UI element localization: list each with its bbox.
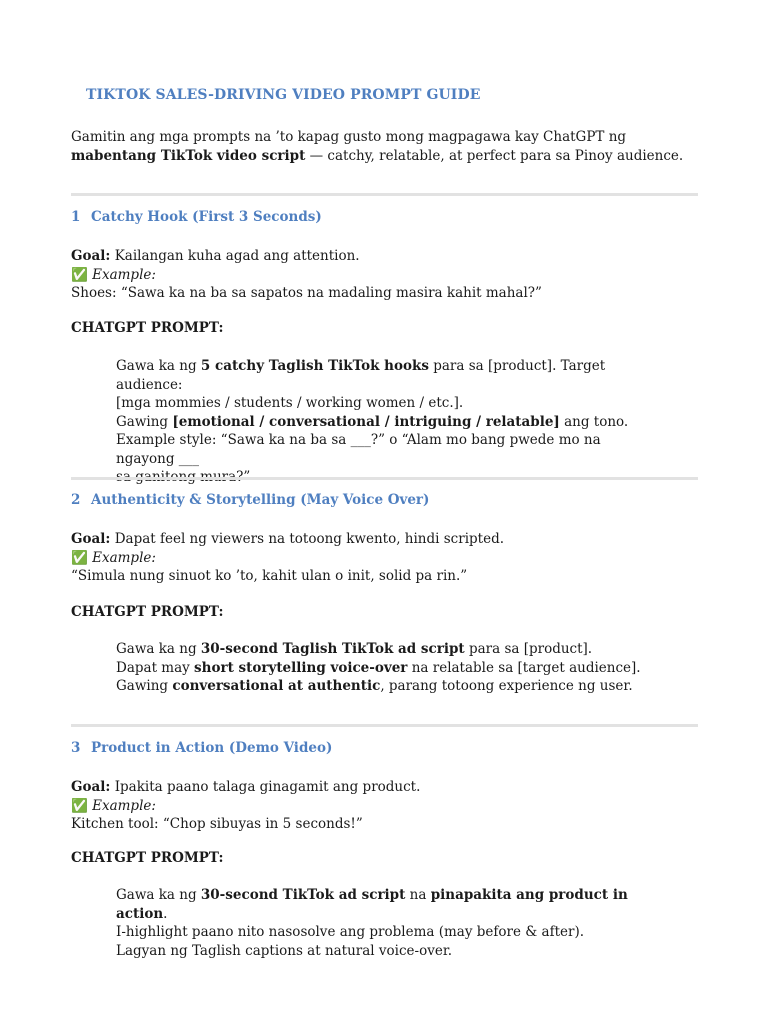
prompt-text: Gawa ka ng — [116, 358, 201, 374]
section-title: Catchy Hook (First 3 Seconds) — [91, 209, 322, 225]
example-label: Example: — [92, 266, 156, 283]
prompt-text: . — [163, 905, 168, 922]
section-heading — [71, 492, 429, 508]
goal-label: Goal: — [71, 531, 111, 547]
chatgpt-prompt-heading: CHATGPT PROMPT: — [71, 320, 224, 336]
prompt-line: I-highlight paano nito nasosolve ang problema (may before & after). — [116, 924, 585, 940]
prompt-block — [116, 640, 656, 696]
prompt-bold: short storytelling voice-over — [194, 659, 408, 676]
section-heading — [71, 740, 332, 756]
prompt-line: [mga mommies / students / working women / etc.]. — [116, 395, 464, 411]
section-divider — [71, 193, 698, 196]
prompt-text: para sa [product]. Target audience: — [116, 358, 606, 393]
section-number: 2 — [71, 492, 81, 508]
prompt-text: ang tono. — [559, 413, 629, 430]
prompt-text: Gawing — [116, 678, 173, 694]
section-heading — [71, 209, 322, 225]
section-title: Product in Action (Demo Video) — [91, 740, 333, 756]
intro-text-end: — catchy, relatable, at perfect para sa Pinoy audience. — [305, 147, 684, 164]
section-number: 3 — [71, 740, 81, 756]
goal-label: Goal: — [71, 248, 111, 264]
example-label-line — [71, 797, 701, 816]
goal-block — [71, 530, 701, 586]
prompt-bold: 5 catchy Taglish TikTok hooks — [200, 358, 429, 374]
example-text: “Simula nung sinuot ko ’to, kahit ulan o init, solid pa rin.” — [71, 568, 468, 584]
section-divider — [71, 724, 698, 727]
prompt-text: Gawa ka ng — [116, 887, 201, 903]
prompt-text: Gawing — [116, 413, 173, 430]
prompt-block — [116, 357, 656, 487]
document-title: TIKTOK SALES-DRIVING VIDEO PROMPT GUIDE — [86, 87, 481, 103]
example-label-line — [71, 266, 701, 285]
prompt-line: Example style: “Sawa ka na ba sa ___?” o “Alam mo bang pwede mo na ngayong ___ — [116, 432, 601, 467]
prompt-block — [116, 886, 656, 960]
check-icon: ✅ — [71, 549, 88, 566]
chatgpt-prompt-heading: CHATGPT PROMPT: — [71, 604, 224, 620]
prompt-text: para sa [product]. — [464, 641, 593, 657]
intro-text: Gamitin ang mga prompts na ’to kapag gusto mong magpagawa kay ChatGPT ng — [71, 129, 627, 145]
prompt-text: na — [405, 887, 431, 903]
section-divider — [71, 477, 698, 480]
example-text: Shoes: “Sawa ka na ba sa sapatos na madaling masira kahit mahal?” — [71, 285, 542, 301]
prompt-text: Dapat may — [116, 659, 195, 676]
prompt-text: , parang totoong experience ng user. — [380, 678, 633, 694]
prompt-bold: 30-second TikTok ad script — [200, 887, 406, 903]
goal-text: Ipakita paano talaga ginagamit ang product. — [110, 779, 421, 795]
example-text: Kitchen tool: “Chop sibuyas in 5 seconds!” — [71, 816, 363, 832]
prompt-line: Lagyan ng Taglish captions at natural voice-over. — [116, 942, 453, 959]
goal-text: Dapat feel ng viewers na totoong kwento, hindi scripted. — [110, 531, 504, 547]
intro-bold: mabentang TikTok video script — [71, 147, 306, 164]
prompt-bold: conversational at authentic — [172, 678, 381, 694]
prompt-bold: pinapakita ang product in action — [116, 887, 628, 922]
intro-paragraph — [71, 128, 701, 165]
example-label-line — [71, 549, 701, 568]
check-icon: ✅ — [71, 266, 88, 283]
goal-text: Kailangan kuha agad ang attention. — [110, 248, 360, 264]
example-label: Example: — [92, 797, 156, 814]
chatgpt-prompt-heading: CHATGPT PROMPT: — [71, 850, 224, 866]
prompt-text: na relatable sa [target audience]. — [407, 659, 641, 676]
example-label: Example: — [92, 549, 156, 566]
check-icon: ✅ — [71, 797, 88, 814]
goal-label: Goal: — [71, 779, 111, 795]
goal-block — [71, 247, 701, 303]
prompt-bold: [emotional / conversational / intriguing / relatable] — [172, 413, 560, 430]
prompt-text: Gawa ka ng — [116, 641, 201, 657]
prompt-bold: 30-second Taglish TikTok ad script — [200, 641, 465, 657]
section-title: Authenticity & Storytelling (May Voice Over) — [91, 492, 430, 508]
section-number: 1 — [71, 209, 81, 225]
goal-block — [71, 778, 701, 834]
